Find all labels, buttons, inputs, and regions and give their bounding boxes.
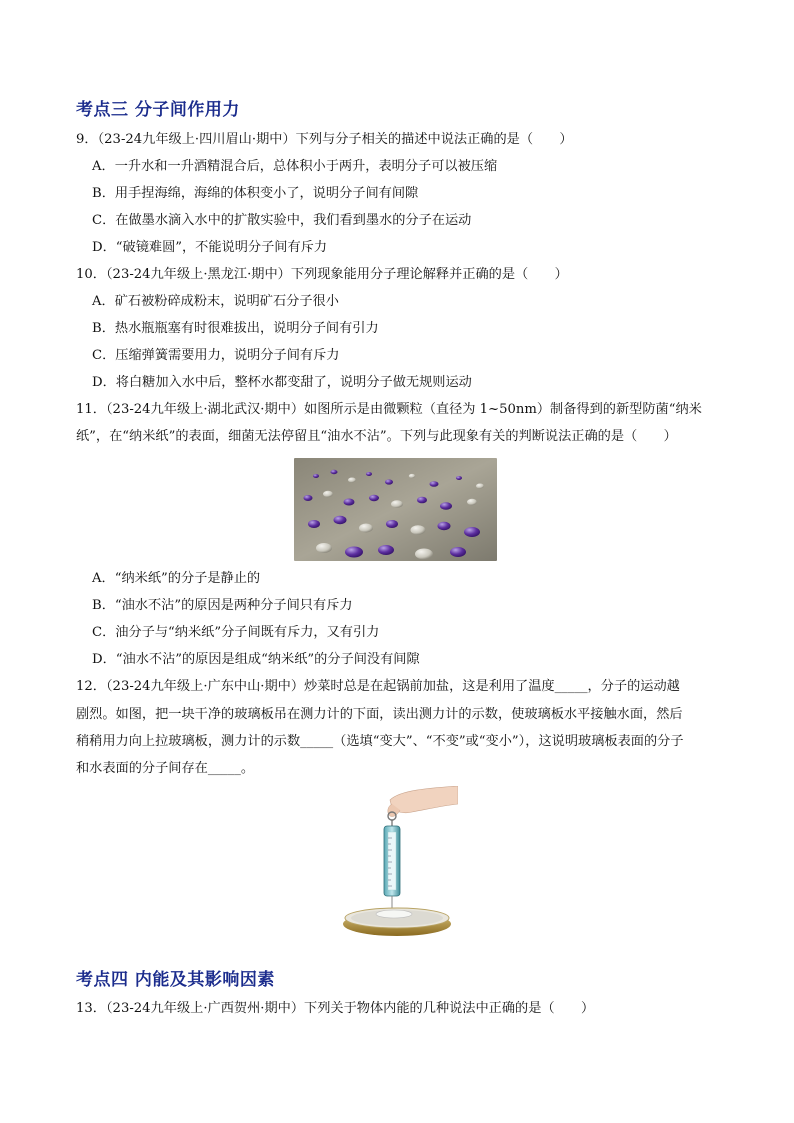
question-10-option-d: D．将白糖加入水中后，整杯水都变甜了，说明分子做无规则运动: [92, 375, 472, 390]
question-12-line4: 和水表面的分子间存在_____。: [76, 761, 255, 776]
question-12-line2: 剧烈。如图，把一块干净的玻璃板吊在测力计的下面，读出测力计的示数，使玻璃板水平接触水面，然后: [76, 707, 683, 722]
question-11-stem-line2: 纸”，在“纳米纸”的表面，细菌无法停留且“油水不沾”。下列与此现象有关的判断说法正确的是（ ）: [76, 429, 677, 444]
question-10-option-a: A．矿石被粉碎成粉末，说明矿石分子很小: [92, 294, 339, 309]
question-10-option-c: C．压缩弹簧需要用力，说明分子间有斥力: [92, 348, 340, 363]
nano-paper-droplets-photo: [294, 458, 497, 561]
question-11-option-c: C．油分子与“纳米纸”分子间既有斥力，又有引力: [92, 625, 380, 640]
question-11-option-b: B．“油水不沾”的原因是两种分子间只有斥力: [92, 598, 353, 613]
question-11-stem-line1: 11．（23-24九年级上·湖北武汉·期中）如图所示是由微颗粒（直径为 1~50nm）制备得到的新型防菌“纳米: [76, 402, 702, 417]
question-10-stem: 10．（23-24九年级上·黑龙江·期中）下列现象能用分子理论解释并正确的是（ ）: [76, 267, 568, 282]
question-12-line3: 稍稍用力向上拉玻璃板，测力计的示数_____（选填“变大”、“不变”或“变小”），这说明玻璃板表面的分子: [76, 734, 684, 749]
question-9-option-c: C．在做墨水滴入水中的扩散实验中，我们看到墨水的分子在运动: [92, 213, 472, 228]
spring-scale-glass-plate-photo: [340, 786, 458, 940]
section-heading-3: 考点三 分子间作用力: [76, 100, 240, 120]
section-heading-4: 考点四 内能及其影响因素: [76, 970, 275, 990]
question-9-option-a: A．一升水和一升酒精混合后，总体积小于两升，表明分子可以被压缩: [92, 159, 498, 174]
question-10-option-b: B．热水瓶瓶塞有时很难拔出，说明分子间有引力: [92, 321, 379, 336]
question-12-line1: 12．（23-24九年级上·广东中山·期中）炒菜时总是在起锅前加盐，这是利用了温度_____，分子的运动越: [76, 679, 680, 694]
question-9-option-b: B．用手捏海绵，海绵的体积变小了，说明分子间有间隙: [92, 186, 419, 201]
question-9-option-d: D．“破镜难圆”，不能说明分子间有斥力: [92, 240, 328, 255]
question-9-stem: 9．（23-24九年级上·四川眉山·期中）下列与分子相关的描述中说法正确的是（ ）: [76, 132, 573, 147]
question-11-option-d: D．“油水不沾”的原因是组成“纳米纸”的分子间没有间隙: [92, 652, 420, 667]
question-11-option-a: A．“纳米纸”的分子是静止的: [92, 571, 261, 586]
question-13-stem: 13．（23-24九年级上·广西贺州·期中）下列关于物体内能的几种说法中正确的是（ ）: [76, 1001, 595, 1016]
